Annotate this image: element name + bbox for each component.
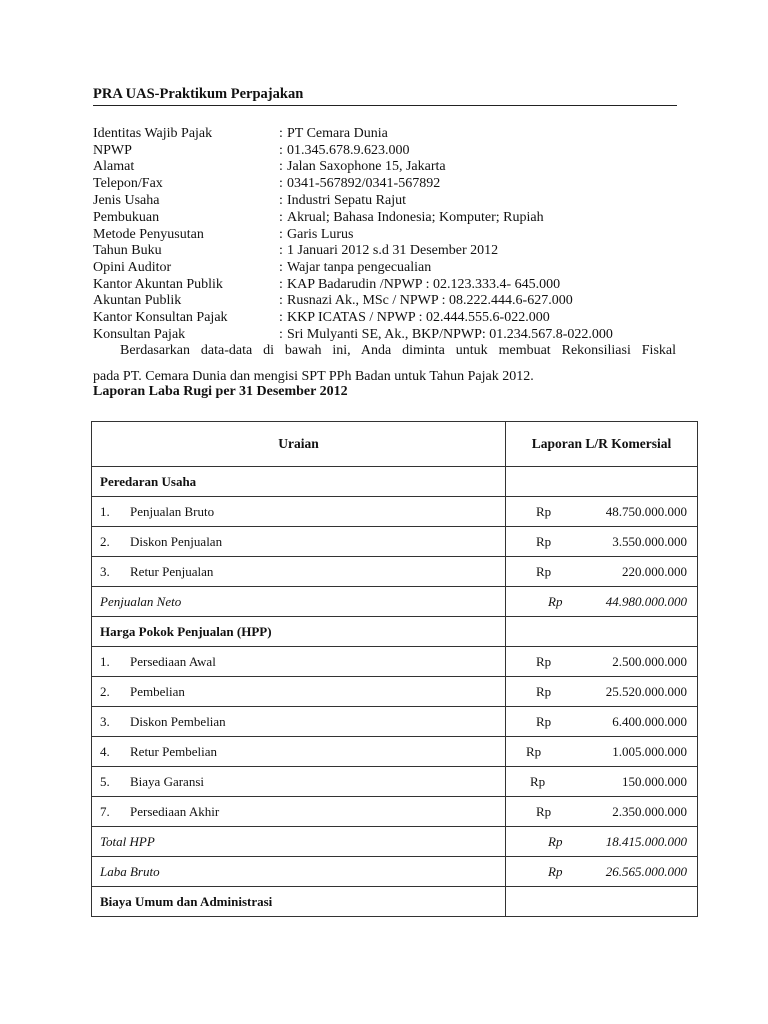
identity-label: Telepon/Fax — [93, 176, 163, 191]
row-description — [92, 497, 506, 527]
row-description — [92, 467, 506, 497]
item-number: 1. — [100, 653, 110, 669]
identity-label: Metode Penyusutan — [93, 227, 204, 242]
currency-label: Rp — [536, 534, 552, 549]
row-amount-cell — [506, 527, 698, 557]
item-number: 5. — [100, 773, 110, 789]
row-description — [92, 857, 506, 887]
currency-label: Rp — [536, 654, 552, 669]
currency-label: Rp — [536, 504, 552, 519]
table-row — [92, 647, 698, 677]
amount-value: 18.415.000.000 — [605, 834, 687, 849]
item-label: Retur Penjualan — [130, 563, 214, 579]
identity-value: 01.345.678.9.623.000 — [287, 143, 410, 158]
identity-separator: : — [279, 327, 283, 342]
row-description — [92, 797, 506, 827]
amount-value: 6.400.000.000 — [612, 714, 687, 729]
currency-label: Rp — [530, 774, 546, 789]
category-label: Peredaran Usaha — [100, 473, 197, 489]
item-label: Diskon Pembelian — [130, 713, 226, 729]
identity-label: NPWP — [93, 143, 132, 158]
amount-value: 3.550.000.000 — [612, 534, 687, 549]
identity-label: Alamat — [93, 159, 135, 174]
item-label: Pembelian — [130, 683, 185, 699]
item-label: Penjualan Bruto — [130, 503, 215, 519]
row-amount-cell — [506, 587, 698, 617]
subtotal-label: Laba Bruto — [100, 863, 160, 879]
identity-label: Tahun Buku — [93, 243, 162, 258]
subtotal-label: Penjualan Neto — [100, 593, 182, 609]
table-row — [92, 857, 698, 887]
table-row — [92, 557, 698, 587]
row-description — [92, 767, 506, 797]
identity-separator: : — [279, 176, 283, 191]
identity-separator: : — [279, 243, 283, 258]
amount-value: 26.565.000.000 — [605, 864, 687, 879]
identity-label: Identitas Wajib Pajak — [93, 126, 213, 141]
amount-value: 220.000.000 — [622, 564, 687, 579]
row-amount-cell — [506, 467, 698, 497]
identity-value: Sri Mulyanti SE, Ak., BKP/NPWP: 01.234.567.8-022.000 — [287, 327, 613, 342]
identity-label: Kantor Akuntan Publik — [93, 277, 223, 292]
row-amount-cell — [506, 647, 698, 677]
item-label: Diskon Penjualan — [130, 533, 223, 549]
instruction-paragraph-line-2: pada PT. Cemara Dunia dan mengisi SPT PPh Badan untuk Tahun Pajak 2012. — [93, 369, 534, 384]
row-amount-cell — [506, 737, 698, 767]
identity-separator: : — [279, 143, 283, 158]
row-description — [92, 527, 506, 557]
identity-value: KAP Badarudin /NPWP : 02.123.333.4- 645.000 — [287, 277, 561, 292]
row-amount-cell — [506, 827, 698, 857]
identity-value: 0341-567892/0341-567892 — [287, 176, 441, 191]
table-row — [92, 767, 698, 797]
identity-separator: : — [279, 260, 283, 275]
row-amount-cell — [506, 617, 698, 647]
income-statement-table — [91, 421, 698, 917]
item-label: Biaya Garansi — [130, 773, 205, 789]
identity-value: PT Cemara Dunia — [287, 126, 388, 141]
item-number: 1. — [100, 503, 110, 519]
identity-separator: : — [279, 193, 283, 208]
row-description — [92, 887, 506, 917]
identity-separator: : — [279, 227, 283, 242]
currency-label: Rp — [548, 864, 563, 879]
item-number: 7. — [100, 803, 110, 819]
item-number: 4. — [100, 743, 110, 759]
currency-label: Rp — [536, 684, 552, 699]
identity-value: Rusnazi Ak., MSc / NPWP : 08.222.444.6-627.000 — [287, 293, 573, 308]
identity-separator: : — [279, 277, 283, 292]
amount-value: 48.750.000.000 — [605, 504, 687, 519]
identity-value: Garis Lurus — [287, 227, 354, 242]
table-row — [92, 707, 698, 737]
currency-label: Rp — [548, 594, 563, 609]
identity-separator: : — [279, 159, 283, 174]
currency-label: Rp — [536, 564, 552, 579]
item-number: 2. — [100, 533, 110, 549]
identity-label: Jenis Usaha — [93, 193, 160, 208]
amount-value: 2.350.000.000 — [612, 804, 687, 819]
item-label: Persediaan Akhir — [130, 803, 220, 819]
identity-separator: : — [279, 210, 283, 225]
row-description — [92, 617, 506, 647]
item-number: 2. — [100, 683, 110, 699]
table-header-row — [92, 422, 698, 467]
currency-label: Rp — [536, 804, 552, 819]
currency-label: Rp — [548, 834, 563, 849]
row-amount-cell — [506, 557, 698, 587]
identity-label: Kantor Konsultan Pajak — [93, 310, 228, 325]
row-description — [92, 827, 506, 857]
identity-value: Akrual; Bahasa Indonesia; Komputer; Rupiah — [287, 210, 544, 225]
row-amount-cell — [506, 707, 698, 737]
identity-value: KKP ICATAS / NPWP : 02.444.555.6-022.000 — [287, 310, 550, 325]
row-amount-cell — [506, 767, 698, 797]
identity-value: Jalan Saxophone 15, Jakarta — [287, 159, 446, 174]
identity-label: Akuntan Publik — [93, 293, 182, 308]
table-row — [92, 587, 698, 617]
category-label: Biaya Umum dan Administrasi — [100, 893, 273, 909]
amount-value: 44.980.000.000 — [605, 594, 687, 609]
row-amount-cell — [506, 497, 698, 527]
currency-label: Rp — [536, 714, 552, 729]
amount-value: 2.500.000.000 — [612, 654, 687, 669]
amount-value: 25.520.000.000 — [605, 684, 687, 699]
instruction-paragraph-line-1: Berdasarkan data-data di bawah ini, Anda diminta untuk membuat Rekonsiliasi Fiskal — [120, 343, 676, 358]
row-description — [92, 677, 506, 707]
report-title: Laporan Laba Rugi per 31 Desember 2012 — [93, 384, 348, 399]
identity-separator: : — [279, 310, 283, 325]
identity-value: 1 Januari 2012 s.d 31 Desember 2012 — [287, 243, 499, 258]
item-number: 3. — [100, 563, 110, 579]
amount-value: 150.000.000 — [622, 774, 687, 789]
table-row — [92, 887, 698, 917]
identity-separator: : — [279, 126, 283, 141]
identity-separator: : — [279, 293, 283, 308]
header-laporan-komersial: Laporan L/R Komersial — [506, 422, 698, 467]
table-row — [92, 617, 698, 647]
row-description — [92, 737, 506, 767]
table-row — [92, 467, 698, 497]
row-description — [92, 557, 506, 587]
table-row — [92, 827, 698, 857]
row-amount-cell — [506, 857, 698, 887]
identity-value: Wajar tanpa pengecualian — [287, 260, 432, 275]
row-description — [92, 587, 506, 617]
table-row — [92, 527, 698, 557]
title-underline — [93, 105, 677, 106]
identity-label: Konsultan Pajak — [93, 327, 186, 342]
table-row — [92, 797, 698, 827]
document-title: PRA UAS-Praktikum Perpajakan — [93, 86, 304, 102]
identity-value: Industri Sepatu Rajut — [287, 193, 406, 208]
item-label: Persediaan Awal — [130, 653, 216, 669]
currency-label: Rp — [526, 744, 542, 759]
item-label: Retur Pembelian — [130, 743, 218, 759]
identity-label: Opini Auditor — [93, 260, 172, 275]
table-row — [92, 677, 698, 707]
category-label: Harga Pokok Penjualan (HPP) — [100, 623, 272, 639]
row-amount-cell — [506, 887, 698, 917]
row-description — [92, 647, 506, 677]
table-row — [92, 737, 698, 767]
row-amount-cell — [506, 677, 698, 707]
row-amount-cell — [506, 797, 698, 827]
row-description — [92, 707, 506, 737]
header-uraian: Uraian — [92, 422, 506, 467]
amount-value: 1.005.000.000 — [612, 744, 687, 759]
identity-label: Pembukuan — [93, 210, 160, 225]
subtotal-label: Total HPP — [100, 833, 155, 849]
table-row — [92, 497, 698, 527]
item-number: 3. — [100, 713, 110, 729]
